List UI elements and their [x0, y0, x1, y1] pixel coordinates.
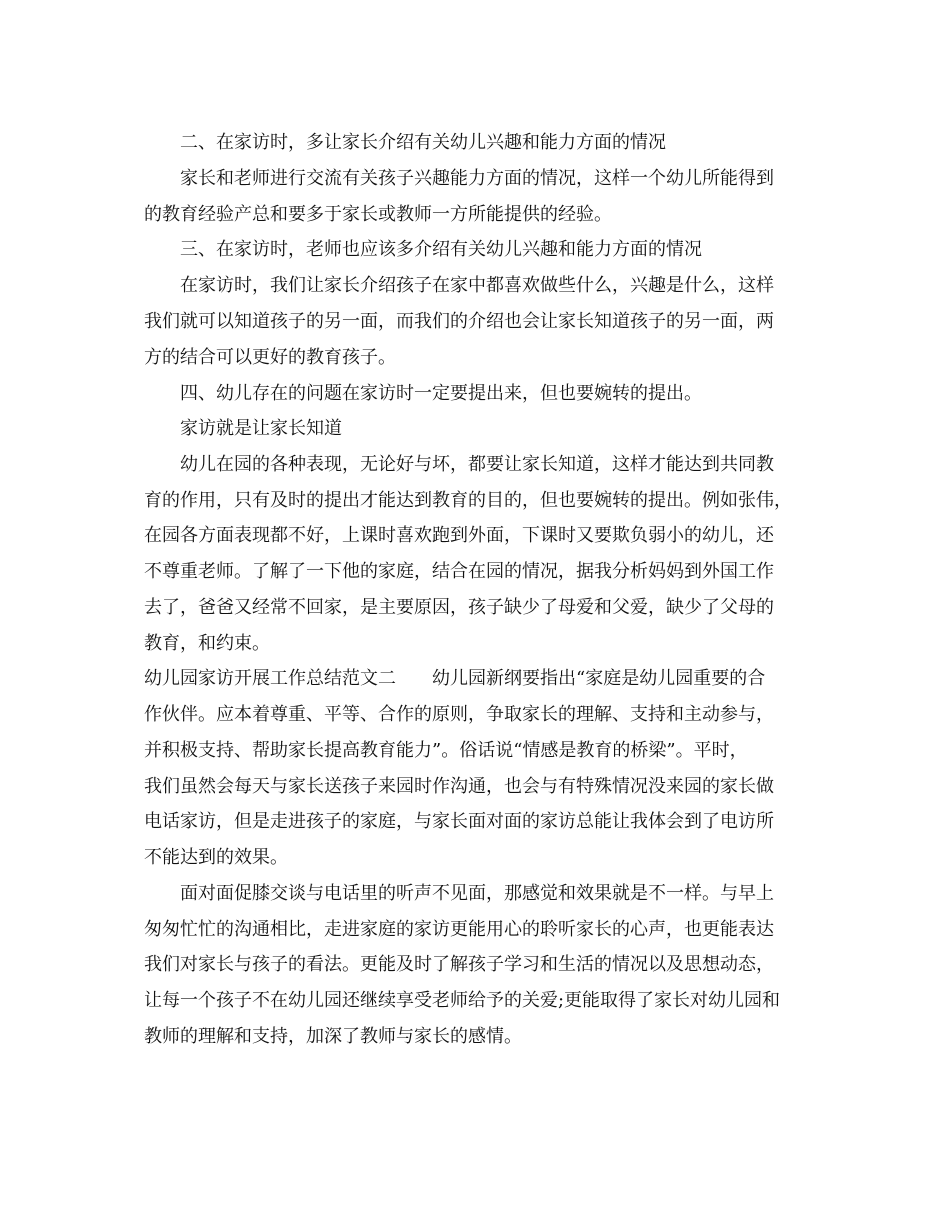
paragraph-line: 教师的理解和支持，加深了教师与家长的感情。: [144, 1026, 522, 1047]
paragraph-line: 面对面促膝交谈与电话里的听声不见面，那感觉和效果就是不一样。与早上: [180, 883, 774, 904]
paragraph-line: 教育，和约束。: [144, 633, 270, 654]
paragraph-line: 家长和老师进行交流有关孩子兴趣能力方面的情况，这样一个幼儿所能得到: [180, 168, 774, 189]
paragraph-line: 方的结合可以更好的教育孩子。: [144, 347, 396, 368]
paragraph-line: 家访就是让家长知道: [180, 418, 342, 439]
paragraph-line: 我们虽然会每天与家长送孩子来园时作沟通，也会与有特殊情况没来园的家长做: [144, 776, 774, 797]
section-heading-2: 二、在家访时，多让家长介绍有关幼儿兴趣和能力方面的情况: [180, 132, 666, 153]
paragraph-line: 去了，爸爸又经常不回家，是主要原因，孩子缺少了母爱和父爱，缺少了父母的: [144, 597, 774, 618]
paragraph-line: 在园各方面表现都不好，上课时喜欢跑到外面，下课时又要欺负弱小的幼儿，还: [144, 525, 774, 546]
paragraph-line: 我们对家长与孩子的看法。更能及时了解孩子学习和生活的情况以及思想动态，: [144, 954, 774, 975]
paragraph-line: 不能达到的效果。: [144, 847, 288, 868]
paragraph-line: 让每一个孩子不在幼儿园还继续享受老师给予的关爱;更能取得了家长对幼儿园和: [144, 990, 781, 1011]
paragraph-line: 育的作用，只有及时的提出才能达到教育的目的，但也要婉转的提出。例如张伟，: [144, 490, 792, 511]
section-heading-3: 三、在家访时，老师也应该多介绍有关幼儿兴趣和能力方面的情况: [180, 239, 702, 260]
paragraph-line: 作伙伴。应本着尊重、平等、合作的原则，争取家长的理解、支持和主动参与，: [144, 704, 774, 725]
paragraph-line: 电话家访，但是走进孩子的家庭，与家长面对面的家访总能让我体会到了电访所: [144, 811, 774, 832]
paragraph-line: 在家访时，我们让家长介绍孩子在家中都喜欢做些什么，兴趣是什么，这样: [180, 275, 774, 296]
paragraph-line: 的教育经验产总和要多于家长或教师一方所能提供的经验。: [144, 204, 612, 225]
paragraph-line: 并积极支持、帮助家长提高教育能力”。俗话说“情感是教育的桥梁”。平时，: [144, 740, 748, 761]
paragraph-line: 幼儿在园的各种表现，无论好与坏，都要让家长知道，这样才能达到共同教: [180, 454, 774, 475]
section-heading-4: 四、幼儿存在的问题在家访时一定要提出来，但也要婉转的提出。: [180, 383, 702, 404]
paragraph-line: 我们就可以知道孩子的另一面，而我们的介绍也会让家长知道孩子的另一面，两: [144, 311, 774, 332]
section-title-line: 幼儿园家访开展工作总结范文二 幼儿园新纲要指出“家庭是幼儿园重要的合: [144, 668, 766, 689]
paragraph-line: 匆匆忙忙的沟通相比，走进家庭的家访更能用心的聆听家长的心声，也更能表达: [144, 919, 774, 940]
paragraph-line: 不尊重老师。了解了一下他的家庭，结合在园的情况，据我分析妈妈到外国工作: [144, 561, 774, 582]
